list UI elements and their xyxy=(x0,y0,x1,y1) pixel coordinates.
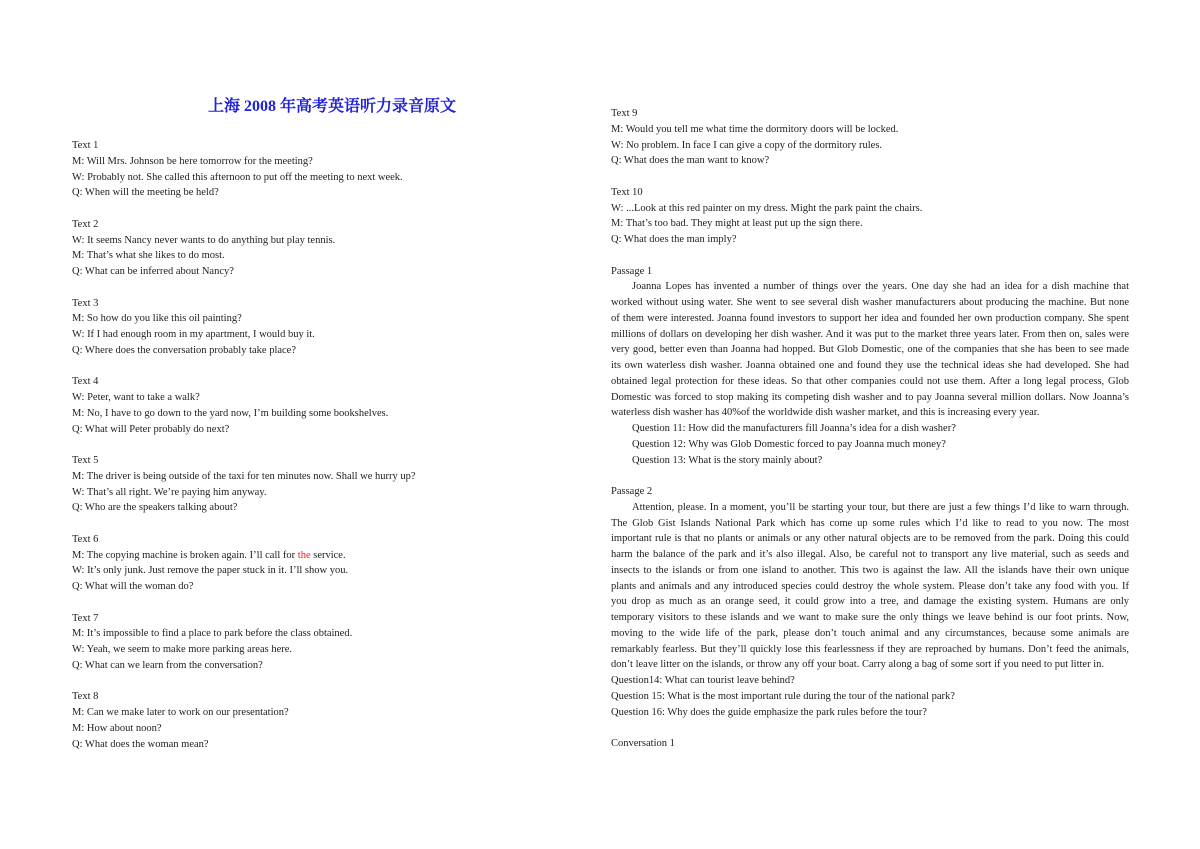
question-line: Q: What does the woman mean? xyxy=(72,738,209,750)
text-block xyxy=(72,217,572,280)
passage-block xyxy=(611,264,1129,469)
passage-paragraph-line: remarkably fearless. But they’ll quickly lose this fearlessness if they are reproached by humans. Don’t feed the animals, xyxy=(611,643,1129,655)
text-block xyxy=(72,532,572,595)
passage-paragraph-line: millions of dollars on developing her dish washer. And it was put to the market three years later. From then on, sales were xyxy=(611,328,1129,340)
dialogue-line: W: That’s all right. We’re paying him anyway. xyxy=(72,486,267,498)
dialogue-line: W: Probably not. She called this afternoon to put off the meeting to next week. xyxy=(72,171,403,183)
dialogue-line: M: The driver is being outside of the taxi for ten minutes now. Shall we hurry up? xyxy=(72,470,416,482)
document-title: 上海 2008 年高考英语听力录音原文 xyxy=(207,98,456,115)
text-heading: Text 1 xyxy=(72,140,99,151)
text-block xyxy=(72,374,572,437)
dialogue-line: W: It’s only junk. Just remove the paper stuck in it. I’ll show you. xyxy=(72,565,349,577)
dialogue-line: W: It seems Nancy never wants to do anything but play tennis. xyxy=(72,234,336,246)
passage-question: Question 16: Why does the guide emphasize the park rules before the tour? xyxy=(611,706,927,718)
passage-paragraph-line: temporary visitors to these islands and we want to make sure the only things we leave behind is our foot prints. Now, xyxy=(611,612,1129,623)
dialogue-line: M: It’s impossible to find a place to park before the class obtained. xyxy=(72,628,353,640)
text-block xyxy=(72,296,572,359)
passage-paragraph-line: important rule is that no plants or animals or any other natural objects are to be removed from the park. Doing this could xyxy=(611,533,1129,545)
text-block xyxy=(611,185,1129,248)
text-block xyxy=(72,689,572,752)
text-block xyxy=(72,138,572,201)
dialogue-text: M: The copying machine is broken again. I’ll call for xyxy=(72,549,298,561)
text-heading: Text 3 xyxy=(72,297,99,309)
text-heading: Text 9 xyxy=(611,108,638,119)
dialogue-line: W: Peter, want to take a walk? xyxy=(72,392,200,403)
conversation-block xyxy=(611,736,1129,752)
dialogue-line: W: If I had enough room in my apartment, I would buy it. xyxy=(72,329,315,340)
passage-paragraph-line: you drop as much as an orange seed, it could grow into a tree, and damage the existing system. Humans are only xyxy=(611,596,1129,608)
question-line: Q: When will the meeting be held? xyxy=(72,187,219,199)
dialogue-line: M: Will Mrs. Johnson be here tomorrow for the meeting? xyxy=(72,155,313,167)
dialogue-line: M: That’s what she likes to do most. xyxy=(72,250,225,262)
question-line: Q: What does the man want to know? xyxy=(611,155,770,167)
passage-paragraph-line: Domestic was forced to stop making its competing dish washer and to pay Joanna several million dollars. Now Joanna’s xyxy=(611,391,1129,403)
right-column xyxy=(611,106,1129,752)
passage-paragraph-line: its own waterless dish washer. Joanna obtained one and found they use the technical ideas she had developed. She had xyxy=(611,360,1129,371)
text-heading: Text 6 xyxy=(72,533,99,545)
dialogue-line: M: That’s too bad. They might at least put up the sign there. xyxy=(611,218,863,230)
dialogue-line: M: No, I have to go down to the yard now, I’m building some bookshelves. xyxy=(72,407,389,419)
passage-question: Question 15: What is the most important rule during the tour of the national park? xyxy=(611,690,955,702)
text-heading: Text 10 xyxy=(611,186,643,198)
text-heading: Text 2 xyxy=(72,218,99,230)
dialogue-line: W: No problem. In face I can give a copy of the dormitory rules. xyxy=(611,139,883,151)
passage-question: Question 13: What is the story mainly about? xyxy=(632,454,823,466)
dialogue-line: W: Yeah, we seem to make more parking areas here. xyxy=(72,644,293,655)
passage-heading: Passage 2 xyxy=(611,486,653,497)
passage-paragraph-line: moving to the wide life of the park, please don’t touch animal and any circumstances, because some animals are xyxy=(611,627,1129,639)
passage-paragraph-line: don’t leave litter on the islands, or throw any off your boat. Carry along a bag of some sort if you need to put litter in. xyxy=(611,659,1105,671)
passage-question: Question 12: Why was Glob Domestic forced to pay Joanna much money? xyxy=(632,438,946,450)
passage-paragraph-line: worked without using water. She went to see several dish washer manufacturers about producing the machine. But none xyxy=(611,297,1129,308)
passage-paragraph-line: Joanna Lopes has invented a number of things over the years. One day she had an idea for a dish machine that xyxy=(632,281,1129,293)
text-block xyxy=(72,611,572,674)
question-line: Q: Who are the speakers talking about? xyxy=(72,502,238,514)
dialogue-line: M: Can we make later to work on our presentation? xyxy=(72,707,289,718)
question-line: Q: What can we learn from the conversation? xyxy=(72,659,263,671)
passage-block xyxy=(611,484,1129,720)
left-column xyxy=(72,138,572,752)
question-line: Q: What does the man imply? xyxy=(611,234,737,245)
passage-question: Question14: What can tourist leave behind? xyxy=(611,675,795,686)
passage-paragraph-line: obtained legal protection for these ideas. So that other companies could not use them. After a long legal process, Glob xyxy=(611,375,1129,387)
passage-paragraph-line: plants and animals and any introduced species could destroy the whole system. Please don’t take any food with you. If xyxy=(611,580,1129,592)
passage-paragraph-line: The Glob Gist Islands National Park which has come up some rules which I’d like to read to you now. The most xyxy=(611,517,1129,529)
dialogue-line: M: So how do you like this oil painting? xyxy=(72,313,242,325)
dialogue-text: service. xyxy=(310,549,346,561)
passage-paragraph-line: of them were interested. Joanna found investors to support her idea and founded her own production company. She spent xyxy=(611,312,1129,324)
text-heading: Text 5 xyxy=(72,455,99,466)
passage-paragraph-line: very good, better even than Joanna had hopped. But Glob Domestic, one of the companies that she has been to see made xyxy=(611,344,1129,356)
question-line: Q: What can be inferred about Nancy? xyxy=(72,266,234,277)
dialogue-line: W: ...Look at this red painter on my dress. Might the park paint the chairs. xyxy=(611,202,923,214)
dialogue-line: M: Would you tell me what time the dormitory doors will be locked. xyxy=(611,123,899,135)
text-heading: Text 8 xyxy=(72,691,99,703)
passage-paragraph-line: Attention, please. In a moment, you’ll be starting your tour, but there are just a few things I’d like to warn through. xyxy=(632,501,1129,513)
passage-heading: Passage 1 xyxy=(611,265,653,277)
question-line: Q: What will Peter probably do next? xyxy=(72,423,230,435)
passage-question: Question 11: How did the manufacturers fill Joanna’s idea for a dish washer? xyxy=(632,423,956,434)
passage-paragraph-line: waterless dish washer has 40%of the worldwide dish washer market, and this is increasing every year. xyxy=(611,407,1040,419)
dialogue-line xyxy=(72,548,572,564)
question-line: Q: Where does the conversation probably take place? xyxy=(72,344,297,356)
passage-paragraph-line: harm the balance of the park and it’s also illegal. Also, be careful not to transport any live material, such as seeds and xyxy=(611,549,1129,560)
dialogue-line: M: How about noon? xyxy=(72,722,162,734)
conversation-heading: Conversation 1 xyxy=(611,738,675,749)
question-line: Q: What will the woman do? xyxy=(72,581,194,592)
passage-paragraph-line: insects to the islands or from one island to another. This two is against the law. All the islands have their own unique xyxy=(611,564,1129,576)
highlighted-word: the xyxy=(297,549,311,561)
text-block xyxy=(611,106,1129,169)
text-heading: Text 4 xyxy=(72,376,99,388)
text-heading: Text 7 xyxy=(72,612,99,624)
text-block xyxy=(72,453,572,516)
